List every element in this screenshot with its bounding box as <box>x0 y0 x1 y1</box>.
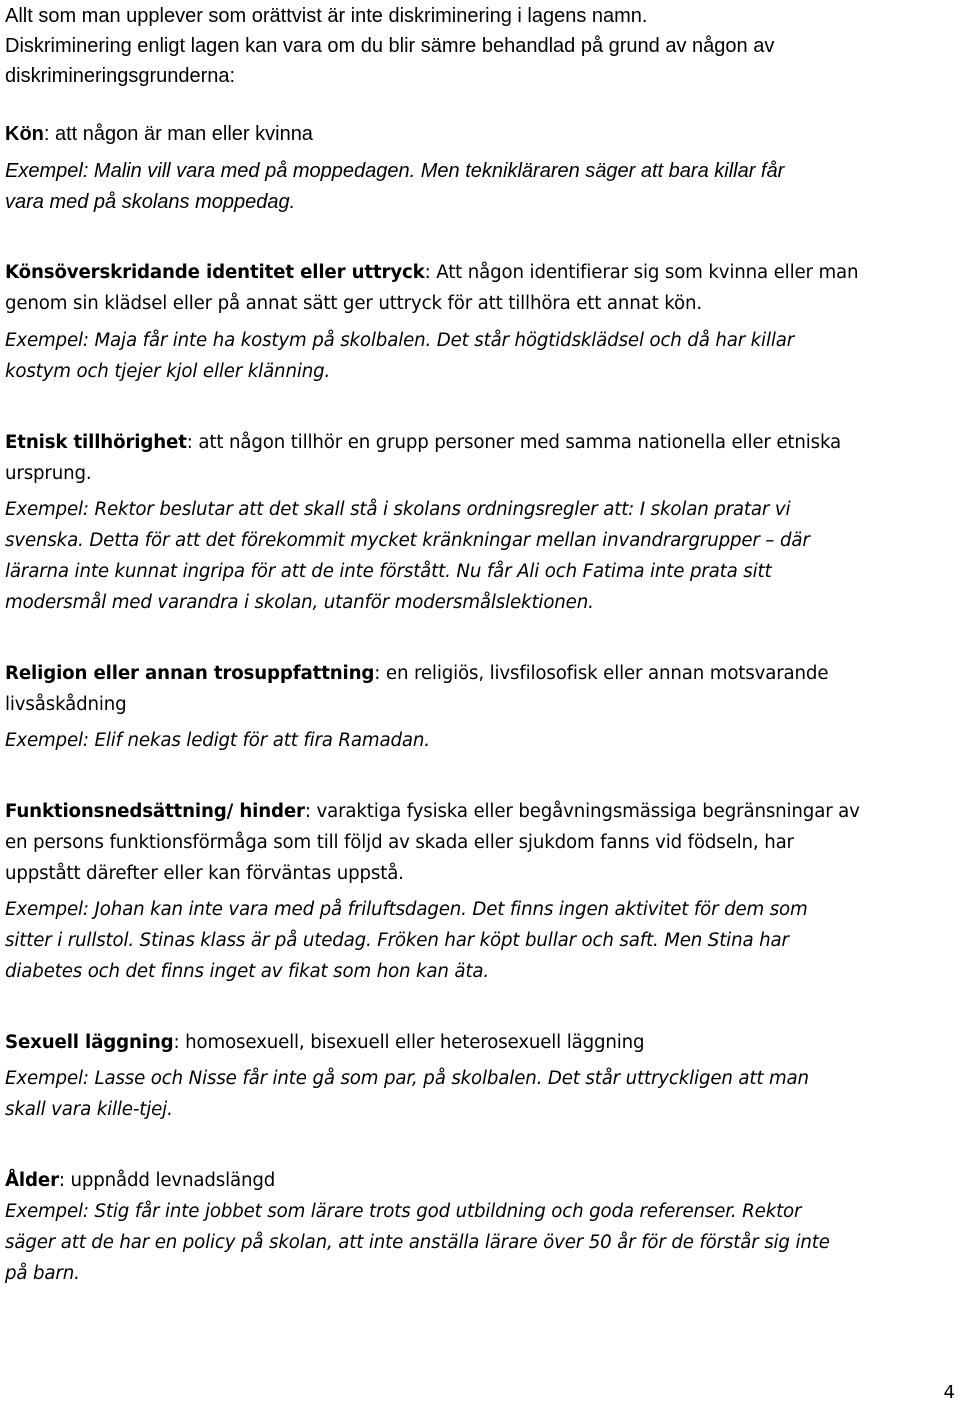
term-funktion: Funktionsnedsättning/ hinder <box>5 801 305 822</box>
term-konsoverskridande: Könsöverskridande identitet eller uttryck <box>5 262 425 283</box>
intro-text: Diskriminering enligt lagen kan vara om du blir sämre behandlad på grund av någon av <box>5 35 775 57</box>
definition-sexuell <box>5 1030 644 1056</box>
term-religion: Religion eller annan trosuppfattning <box>5 663 375 684</box>
definition-religion <box>5 661 828 687</box>
example-text: Exempel: Maja får inte ha kostym på skolbalen. Det står högtidsklädsel och då har killar <box>5 330 795 351</box>
definition-kon <box>5 121 313 147</box>
definition-text: : att någon tillhör en grupp personer med samma nationella eller etniska <box>186 432 842 453</box>
definition-etnisk <box>5 430 841 456</box>
example-text: Exempel: Malin vill vara med på moppedagen. Men teknikläraren säger att bara killar får <box>5 160 785 182</box>
intro-text: Allt som man upplever som orättvist är inte diskriminering i lagens namn. <box>5 5 648 27</box>
example-text: vara med på skolans moppedag. <box>5 191 296 213</box>
definition-alder <box>5 1168 275 1194</box>
example-text: diabetes och det finns inget av fikat som hon kan äta. <box>5 961 490 982</box>
definition-text: : Att någon identifierar sig som kvinna eller man <box>424 262 859 283</box>
example-text: modersmål med varandra i skolan, utanför modersmålslektionen. <box>5 592 594 613</box>
definition-konsoverskridande <box>5 260 858 286</box>
example-text: på barn. <box>5 1263 80 1284</box>
example-text: Exempel: Elif nekas ledigt för att fira Ramadan. <box>5 730 430 751</box>
example-text: kostym och tjejer kjol eller klänning. <box>5 361 331 382</box>
intro-text: diskrimineringsgrunderna: <box>5 65 236 87</box>
definition-text: livsåskådning <box>5 694 127 715</box>
definition-text: : uppnådd levnadslängd <box>58 1170 276 1191</box>
term-kon: Kön <box>5 123 44 145</box>
definition-text: uppstått därefter eller kan förväntas uppstå. <box>5 863 404 884</box>
definition-text: en persons funktionsförmåga som till följd av skada eller sjukdom fanns vid födseln, har <box>5 832 794 853</box>
example-text: skall vara kille-tjej. <box>5 1099 173 1120</box>
term-sexuell: Sexuell läggning <box>5 1032 174 1053</box>
definition-text: : varaktiga fysiska eller begåvningsmässiga begränsningar av <box>304 801 860 822</box>
example-text: Exempel: Lasse och Nisse får inte gå som par, på skolbalen. Det står uttryckligen att man <box>5 1068 809 1089</box>
example-text: Exempel: Johan kan inte vara med på friluftsdagen. Det finns ingen aktivitet för dem som <box>5 899 808 920</box>
example-text: svenska. Detta för att det förekommit mycket kränkningar mellan invandrargrupper – där <box>5 530 810 551</box>
page-number: 4 <box>943 1382 955 1403</box>
definition-text: : homosexuell, bisexuell eller heterosexuell läggning <box>173 1032 645 1053</box>
term-alder: Ålder <box>5 1170 59 1191</box>
example-text: Exempel: Rektor beslutar att det skall stå i skolans ordningsregler att: I skolan pratar vi <box>5 499 791 520</box>
definition-text: genom sin klädsel eller på annat sätt ger uttryck för att tillhöra ett annat kön. <box>5 293 702 314</box>
definition-funktion <box>5 799 860 825</box>
term-etnisk: Etnisk tillhörighet <box>5 432 187 453</box>
example-text: Exempel: Stig får inte jobbet som lärare trots god utbildning och goda referenser. Rektor <box>5 1201 802 1222</box>
definition-text: ursprung. <box>5 463 92 484</box>
example-text: sitter i rullstol. Stinas klass är på utedag. Fröken har köpt bullar och saft. Men Stina har <box>5 930 789 951</box>
example-text: säger att de har en policy på skolan, att inte anställa lärare över 50 år för de förstår sig inte <box>5 1232 830 1253</box>
definition-text: : att någon är man eller kvinna <box>43 123 313 145</box>
definition-text: : en religiös, livsfilosofisk eller annan motsvarande <box>374 663 829 684</box>
example-text: lärarna inte kunnat ingripa för att de inte förstått. Nu får Ali och Fatima inte prata sitt <box>5 561 772 582</box>
